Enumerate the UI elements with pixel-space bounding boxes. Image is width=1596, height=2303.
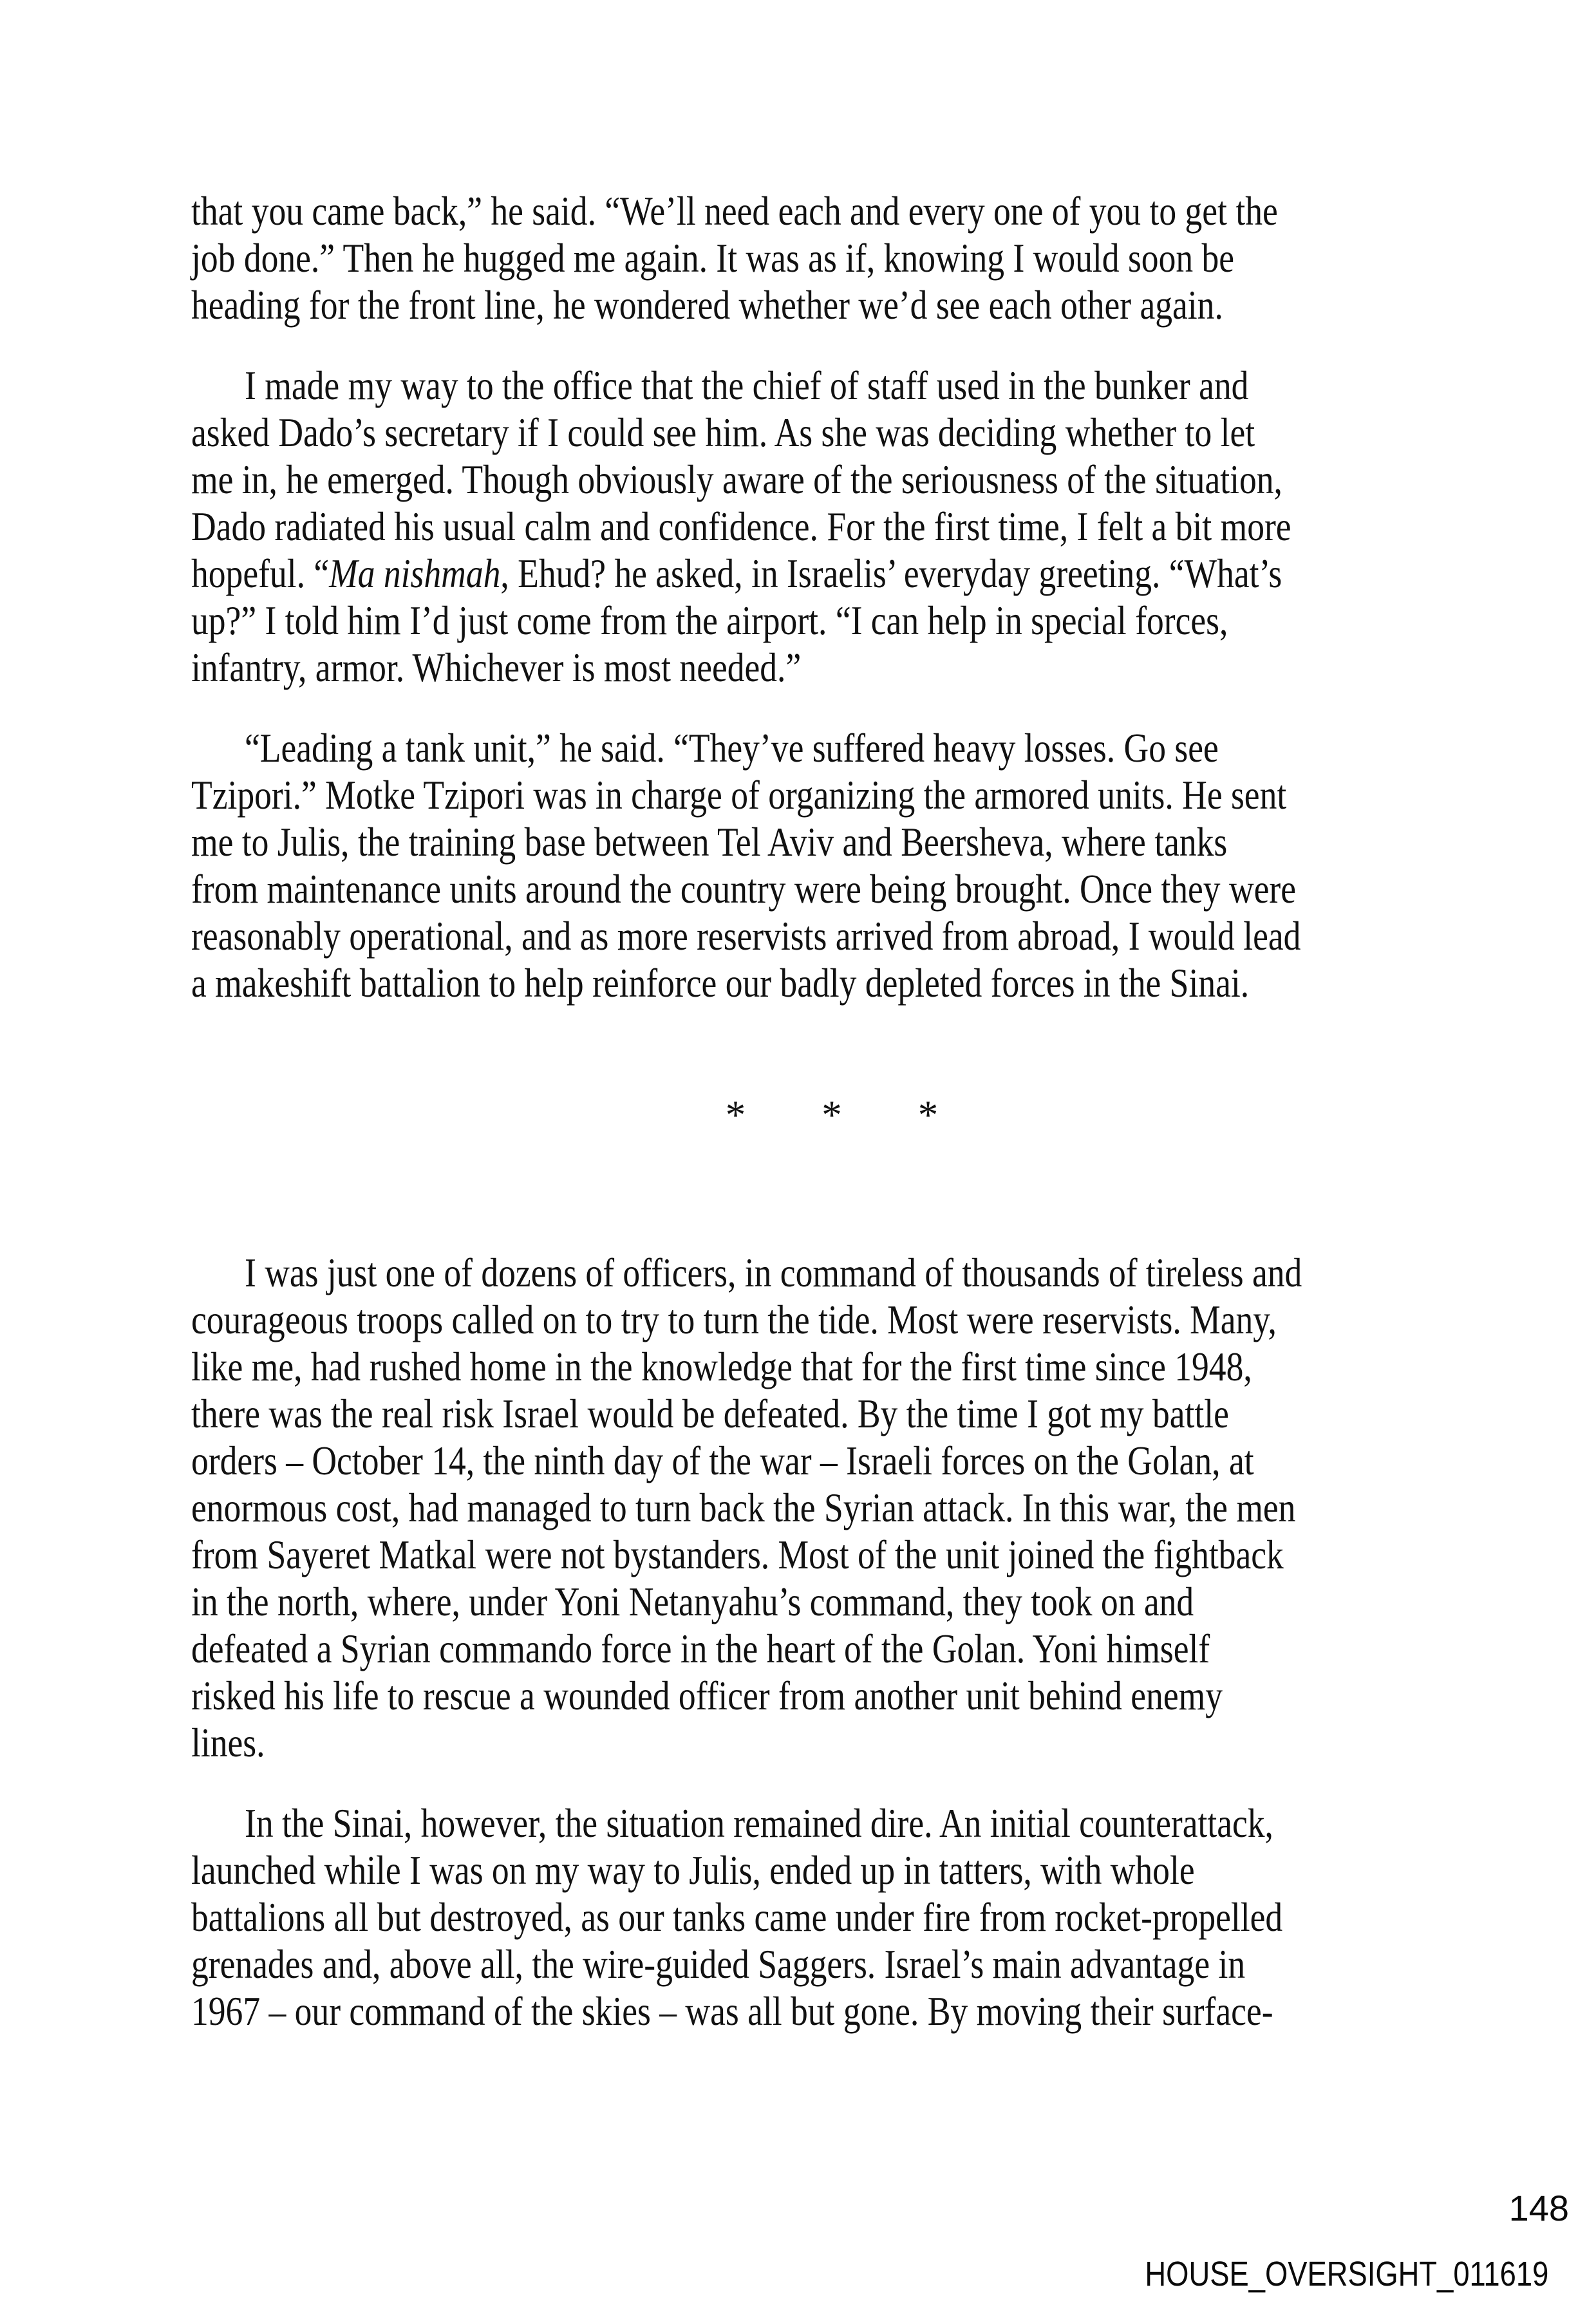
text-line: me to Julis, the training base between Tel Aviv and Beersheva, where tanks <box>191 820 1228 865</box>
paragraph <box>191 362 1472 691</box>
text-line: lines. <box>191 1720 265 1765</box>
section-separator <box>191 1092 1472 1139</box>
text-line: from Sayeret Matkal were not bystanders. Most of the unit joined the fightback <box>191 1532 1284 1577</box>
text-line: like me, had rushed home in the knowledge that for the first time since 1948, <box>191 1344 1252 1389</box>
text-line: reasonably operational, and as more reservists arrived from abroad, I would lead <box>191 914 1301 959</box>
text-line: in the north, where, under Yoni Netanyahu’s command, they took on and <box>191 1579 1194 1624</box>
body-text <box>191 188 1472 2035</box>
paragraph <box>191 1800 1472 2035</box>
asterisk: * <box>821 1093 842 1138</box>
text-line: orders – October 14, the ninth day of the war – Israeli forces on the Golan, at <box>191 1438 1254 1483</box>
paragraph <box>191 188 1472 329</box>
text-line: there was the real risk Israel would be defeated. By the time I got my battle <box>191 1391 1229 1436</box>
text-line: Tzipori.” Motke Tzipori was in charge of organizing the armored units. He sent <box>191 773 1287 818</box>
bates-stamp: HOUSE_OVERSIGHT_011619 <box>1145 2255 1548 2293</box>
text-line: heading for the front line, he wondered whether we’d see each other again. <box>191 283 1223 328</box>
text-line: up?” I told him I’d just come from the airport. “I can help in special forces, <box>191 598 1228 643</box>
text-line: a makeshift battalion to help reinforce our badly depleted forces in the Sinai. <box>191 961 1250 1006</box>
text-line: In the Sinai, however, the situation remained dire. An initial counterattack, <box>245 1801 1273 1846</box>
asterisk: * <box>725 1093 746 1138</box>
paragraph <box>191 1250 1472 1767</box>
text-line: “Leading a tank unit,” he said. “They’ve suffered heavy losses. Go see <box>245 726 1219 771</box>
text-line: infantry, armor. Whichever is most needed.” <box>191 645 802 690</box>
text-line: asked Dado’s secretary if I could see him. As she was deciding whether to let <box>191 410 1255 455</box>
text-line: enormous cost, had managed to turn back the Syrian attack. In this war, the men <box>191 1485 1296 1530</box>
text-line: launched while I was on my way to Julis, ended up in tatters, with whole <box>191 1848 1195 1893</box>
text-line: me in, he emerged. Though obviously aware of the seriousness of the situation, <box>191 457 1282 502</box>
text-line: hopeful. “Ma nishmah, Ehud? he asked, in Israelis’ everyday greeting. “What’s <box>191 551 1282 596</box>
text-line: courageous troops called on to try to turn the tide. Most were reservists. Many, <box>191 1297 1277 1342</box>
page-number: 148 <box>1508 2188 1569 2228</box>
text-line: I was just one of dozens of officers, in command of thousands of tireless and <box>245 1250 1302 1295</box>
text-line: I made my way to the office that the chief of staff used in the bunker and <box>245 363 1249 408</box>
text-line: defeated a Syrian commando force in the heart of the Golan. Yoni himself <box>191 1626 1210 1671</box>
text-line: Dado radiated his usual calm and confidence. For the first time, I felt a bit more <box>191 504 1291 549</box>
text-line: job done.” Then he hugged me again. It was as if, knowing I would soon be <box>191 236 1235 281</box>
text-line: grenades and, above all, the wire-guided Saggers. Israel’s main advantage in <box>191 1942 1246 1987</box>
text-line: that you came back,” he said. “We’ll need each and every one of you to get the <box>191 189 1278 234</box>
asterisk: * <box>917 1093 939 1138</box>
paragraph <box>191 725 1472 1007</box>
text-line: risked his life to rescue a wounded officer from another unit behind enemy <box>191 1673 1223 1718</box>
text-line: from maintenance units around the country were being brought. Once they were <box>191 867 1296 912</box>
text-line: battalions all but destroyed, as our tanks came under fire from rocket-propelled <box>191 1895 1283 1940</box>
text-line: 1967 – our command of the skies – was all but gone. By moving their surface- <box>191 1989 1273 2034</box>
